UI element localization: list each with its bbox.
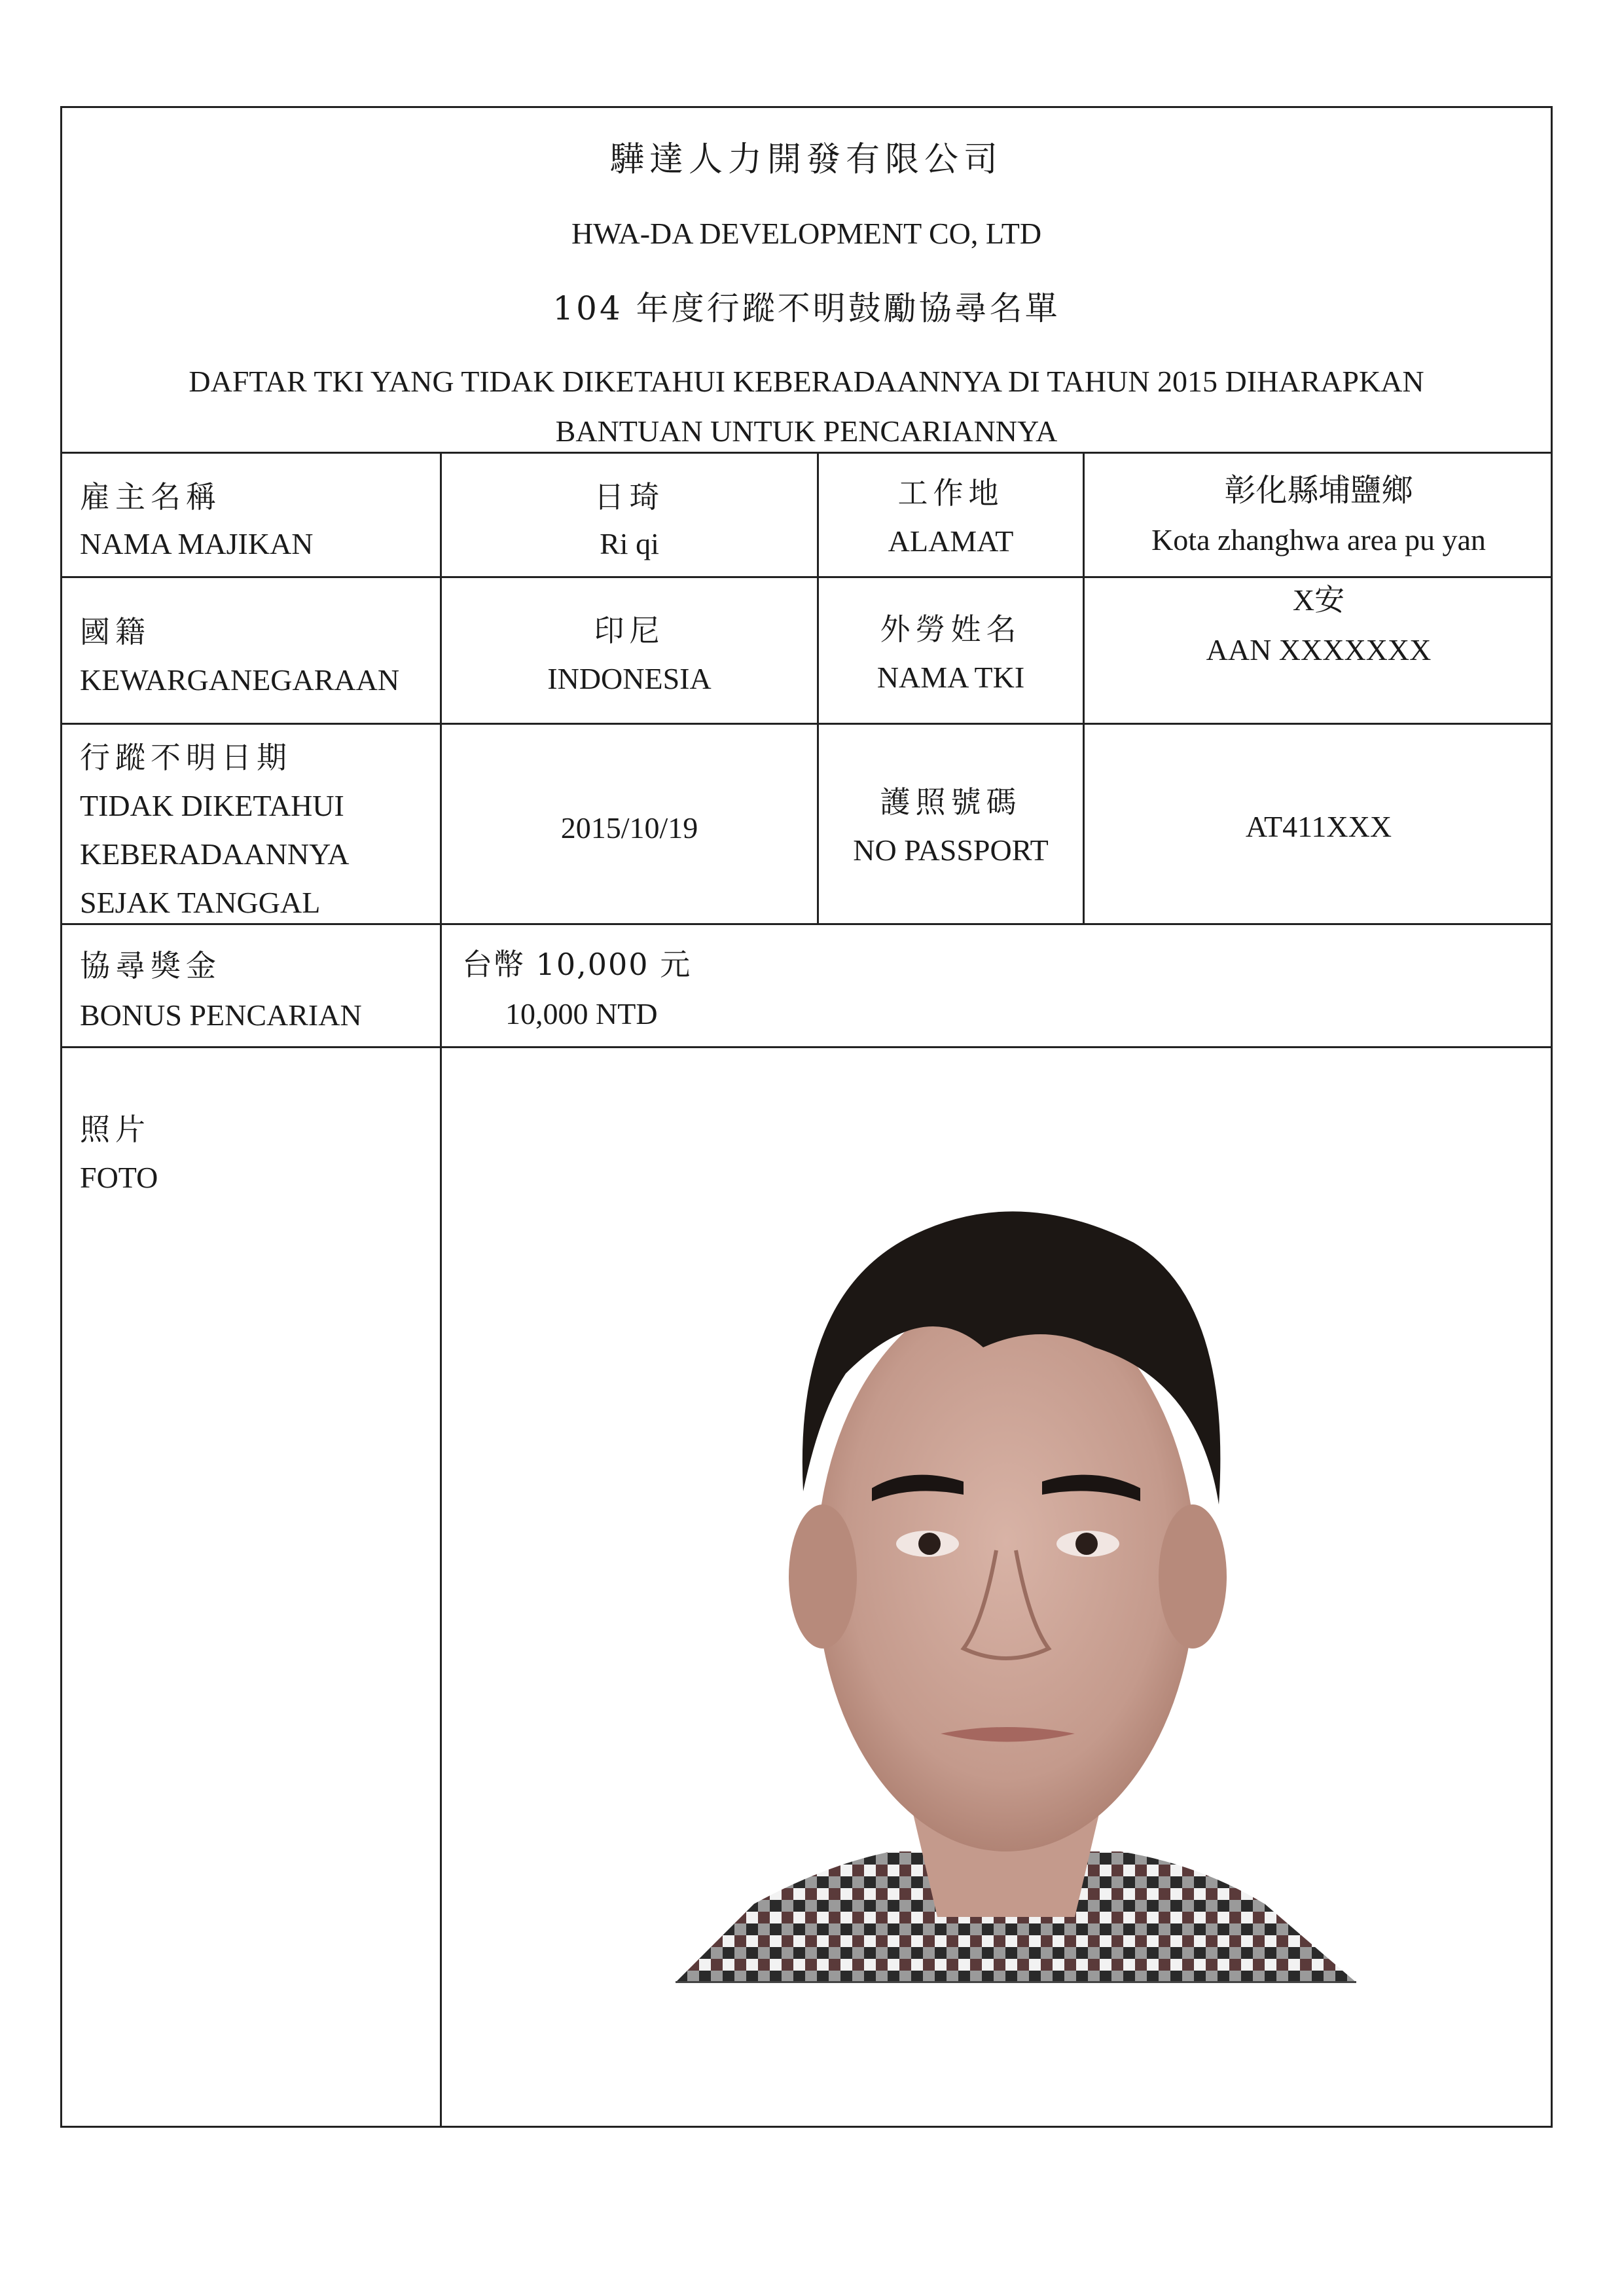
nationality-value: INDONESIA [547, 662, 712, 695]
row-divider-3 [60, 923, 1553, 925]
bonus-label-id: BONUS PENCARIAN [80, 998, 362, 1032]
row-divider-1 [60, 576, 1553, 578]
company-name-en: HWA-DA DEVELOPMENT CO, LTD [571, 217, 1042, 250]
list-title-id-line1: DAFTAR TKI YANG TIDAK DIKETAHUI KEBERADAANNYA DI TAHUN 2015 DIHARAPKAN [189, 365, 1424, 398]
row-divider-4 [60, 1046, 1553, 1048]
passport-label-zh: 護照號碼 [880, 784, 1022, 820]
missing-date-label-zh: 行蹤不明日期 [80, 740, 292, 775]
company-name-zh: 驊達人力開發有限公司 [609, 140, 1003, 179]
bonus-value-zh: 台幣 10,000 元 [462, 947, 692, 982]
worker-name-label-zh: 外勞姓名 [880, 611, 1022, 647]
address-value-zh: 彰化縣埔鹽鄉 [1224, 473, 1413, 508]
nationality-label-zh: 國籍 [80, 614, 151, 649]
missing-date-value: 2015/10/19 [560, 811, 698, 845]
photo-label-id: FOTO [80, 1161, 158, 1194]
missing-date-label-id-3: SEJAK TANGGAL [80, 886, 321, 919]
address-label-zh: 工作地 [897, 475, 1004, 511]
photo-label-zh: 照片 [80, 1112, 151, 1147]
column-divider-3 [1083, 452, 1085, 923]
bonus-label-zh: 協尋獎金 [80, 948, 221, 983]
table-top-border [60, 452, 1553, 454]
worker-name-label-id: NAMA TKI [876, 661, 1025, 694]
missing-date-label-id-2: KEBERADAANNYA [80, 837, 350, 871]
missing-date-label-id-1: TIDAK DIKETAHUI [80, 789, 344, 822]
nationality-value-zh: 印尼 [594, 613, 665, 648]
photo-bottom-edge [676, 1981, 1356, 1983]
list-title-zh: 104 年度行蹤不明鼓勵協尋名單 [552, 289, 1060, 327]
worker-name-value-zh: X安 [1292, 583, 1345, 617]
worker-photo [676, 1099, 1356, 1982]
employer-label-zh: 雇主名稱 [80, 479, 221, 515]
nationality-label-id: KEWARGANEGARAAN [80, 663, 400, 697]
column-divider-label [440, 452, 442, 2128]
worker-name-value: AAN XXXXXXX [1206, 633, 1432, 666]
passport-value: AT411XXX [1245, 810, 1392, 843]
bonus-value: 10,000 NTD [505, 997, 658, 1030]
address-value: Kota zhanghwa area pu yan [1151, 523, 1486, 556]
row-divider-2 [60, 723, 1553, 725]
passport-label-id: NO PASSPORT [853, 833, 1049, 867]
address-label-id: ALAMAT [888, 524, 1014, 558]
list-title-id-line2: BANTUAN UNTUK PENCARIANNYA [555, 414, 1058, 448]
employer-value: Ri qi [600, 527, 659, 560]
employer-label-id: NAMA MAJIKAN [80, 527, 314, 560]
employer-value-zh: 日琦 [594, 479, 665, 515]
